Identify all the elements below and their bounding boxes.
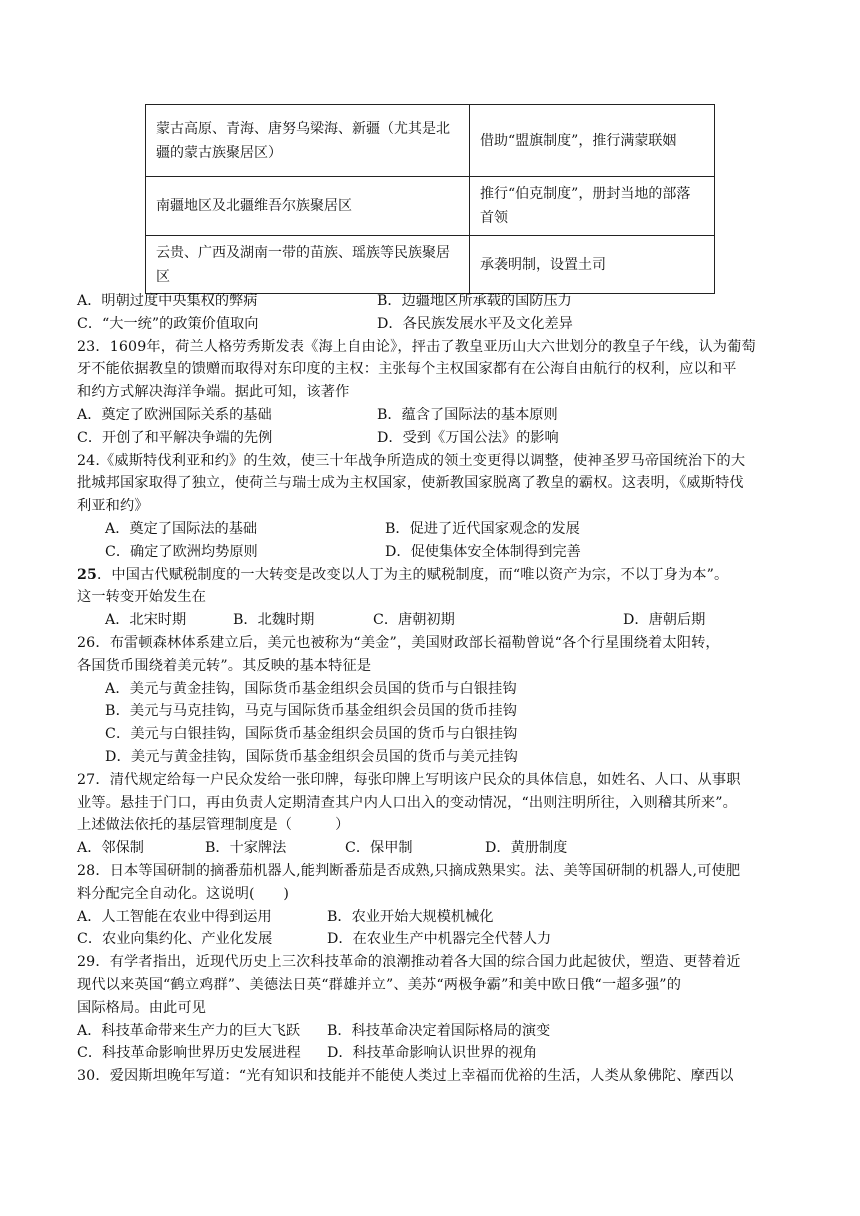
q29-stem-line: 29．有学者指出，近现代历史上三次科技革命的浪潮推动着各大国的综合国力此起彼伏，塑造、更替着近: [77, 954, 741, 971]
questions: [77, 290, 787, 1088]
q26-stem-line: 各国货币围绕着美元转”。其反映的基本特征是: [77, 657, 372, 674]
q25-number: 25: [77, 566, 98, 583]
q26-option-d[interactable]: D．美元与黄金挂钩，国际货币基金组织会员国的货币与美元挂钩: [105, 748, 518, 765]
q25-option-c[interactable]: C．唐朝初期: [373, 612, 455, 629]
q26-option-c[interactable]: C．美元与白银挂钩，国际货币基金组织会员国的货币与白银挂钩: [105, 726, 518, 743]
q29-stem-line: 国际格局。由此可见: [77, 999, 207, 1016]
q23-option-b[interactable]: B．蕴含了国际法的基本原则: [377, 406, 558, 423]
q27-options-row: [77, 837, 787, 860]
q24-option-a[interactable]: A．奠定了国际法的基础: [105, 520, 258, 537]
q23-option-d[interactable]: D．受到《万国公法》的影响: [377, 429, 559, 446]
table-cell-policy: 借助“盟旗制度”，推行满蒙联姻: [470, 105, 715, 177]
q24-options-row-2: [77, 541, 787, 564]
q28-stem-line: 料分配完全自动化。这说明( ): [77, 885, 290, 902]
q24-option-b[interactable]: B．促进了近代国家观念的发展: [385, 520, 580, 537]
q29-options-row-2: [77, 1042, 787, 1065]
table-row: [146, 105, 715, 177]
q24-stem-line: 利亚和约》: [77, 498, 149, 515]
q25-stem-line: [77, 564, 787, 587]
table-row: [146, 177, 715, 236]
policy-table: [145, 104, 715, 294]
q22-options-row-2: [77, 313, 787, 336]
q29-option-a[interactable]: A．科技革命带来生产力的巨大飞跃: [77, 1022, 301, 1039]
q28-options-row-1: [77, 906, 787, 929]
q28-option-b[interactable]: B．农业开始大规模机械化: [327, 908, 494, 925]
q23-options-row-1: [77, 404, 787, 427]
q22-option-d[interactable]: D．各民族发展水平及文化差异: [377, 315, 573, 332]
q22-option-a[interactable]: A．明朝过度中央集权的弊病: [77, 293, 258, 309]
q24-option-c[interactable]: C．确定了欧洲均势原则: [105, 543, 258, 560]
q23-option-a[interactable]: A．奠定了欧洲国际关系的基础: [77, 406, 272, 423]
q22-option-b[interactable]: B．边疆地区所承载的国防压力: [377, 293, 572, 309]
q25-stem-text: ．中国古代赋税制度的一大转变是改变以人丁为主的赋税制度，而“唯以资产为宗，不以丁身为本”。: [97, 566, 729, 583]
q27-option-a[interactable]: A．邻保制: [77, 840, 144, 857]
q28-option-d[interactable]: D．在农业生产中机器完全代替人力: [327, 931, 552, 948]
q24-stem-line: 批城邦国家取得了独立，使荷兰与瑞士成为主权国家，使新教国家脱离了教皇的霸权。这表明，《威斯特伐: [77, 475, 744, 492]
q22-options-row-1: [77, 290, 787, 313]
q25-options-row: [77, 609, 787, 632]
q25-option-d[interactable]: D．唐朝后期: [623, 612, 706, 629]
q27-stem-line: 上述做法依托的基层管理制度是（ ）: [77, 817, 350, 834]
table-cell-region: 南疆地区及北疆维吾尔族聚居区: [146, 177, 470, 236]
q23-stem-line: 23．1609年，荷兰人格劳秀斯发表《海上自由论》，抨击了教皇亚历山大六世划分的教皇子午线，认为葡萄: [77, 338, 756, 355]
q23-stem-line: 牙不能依据教皇的馈赠而取得对东印度的主权：主张每个主权国家都有在公海自由航行的权利，应以和平: [77, 361, 737, 378]
q23-stem-line: 和约方式解决海洋争端。据此可知，该著作: [77, 384, 350, 401]
q29-option-c[interactable]: C．科技革命影响世界历史发展进程: [77, 1045, 301, 1062]
table-cell-policy: 推行“伯克制度”，册封当地的部落首领: [470, 177, 715, 236]
q27-option-b[interactable]: B．十家牌法: [205, 840, 287, 857]
q24-stem-line: 24.《威斯特伐利亚和约》的生效，使三十年战争所造成的领土变更得以调整，使神圣罗马帝国统治下的大: [77, 452, 746, 469]
q23-option-c[interactable]: C．开创了和平解决争端的先例: [77, 429, 273, 446]
table-row: [146, 236, 715, 294]
q29-option-d[interactable]: D．科技革命影响认识世界的视角: [327, 1045, 538, 1062]
q29-option-b[interactable]: B．科技革命决定着国际格局的演变: [327, 1022, 551, 1039]
q27-option-d[interactable]: D．黄册制度: [485, 840, 568, 857]
q26-option-a[interactable]: A．美元与黄金挂钩，国际货币基金组织会员国的货币与白银挂钩: [105, 680, 517, 697]
q25-option-a[interactable]: A．北宋时期: [105, 612, 187, 629]
q27-option-c[interactable]: C．保甲制: [345, 840, 413, 857]
q25-option-b[interactable]: B．北魏时期: [233, 612, 315, 629]
q29-stem-line: 现代以来英国“鹤立鸡群”、美德法日英“群雄并立”、美苏“两极争霸”和美中欧日俄“一超多强”的: [77, 976, 682, 993]
q26-option-b[interactable]: B．美元与马克挂钩，马克与国际货币基金组织会员国的货币挂钩: [105, 703, 518, 720]
q23-options-row-2: [77, 427, 787, 450]
q28-options-row-2: [77, 928, 787, 951]
q24-option-d[interactable]: D．促使集体安全体制得到完善: [385, 543, 581, 560]
q30-stem-line: 30．爱因斯坦晚年写道：“光有知识和技能并不能使人类过上幸福而优裕的生活，人类从象佛陀、摩西以: [77, 1068, 734, 1085]
q26-stem-line: 26．布雷顿森林体系建立后，美元也被称为“美金”，美国财政部长福勒曾说“各个行星围绕着太阳转，: [77, 634, 720, 651]
q27-stem-line: 业等。悬挂于门口，再由负责人定期清查其户内人口出入的变动情况，“出则注明所往，入则稽其所来”。: [77, 794, 737, 811]
q28-option-a[interactable]: A．人工智能在农业中得到运用: [77, 908, 272, 925]
table-cell-region: 云贵、广西及湖南一带的苗族、瑶族等民族聚居区: [146, 236, 470, 294]
table-cell-region: 蒙古高原、青海、唐努乌梁海、新疆（尤其是北疆的蒙古族聚居区）: [146, 105, 470, 177]
q27-stem-line: 27．清代规定给每一户民众发给一张印牌，每张印牌上写明该户民众的具体信息，如姓名、人口、从事职: [77, 771, 741, 788]
table-cell-policy: 承袭明制，设置土司: [470, 236, 715, 294]
q24-options-row-1: [77, 518, 787, 541]
q28-option-c[interactable]: C．农业向集约化、产业化发展: [77, 931, 273, 948]
q29-options-row-1: [77, 1020, 787, 1043]
q25-stem-line: 这一转变开始发生在: [77, 589, 207, 606]
q28-stem-line: 28．日本等国研制的摘番茄机器人,能判断番茄是否成熟,只摘成熟果实。法、美等国研制的机器人,可使肥: [77, 862, 741, 879]
q22-option-c[interactable]: C．“大一统”的政策价值取向: [77, 315, 259, 332]
